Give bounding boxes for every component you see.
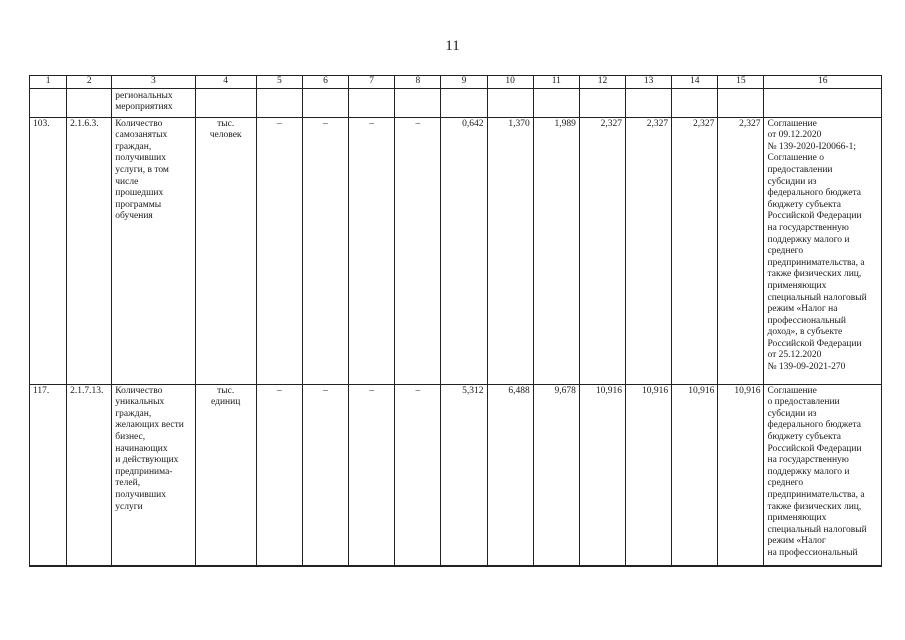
row-code: 2.1.7.13. (67, 384, 112, 566)
column-header: 5 (256, 76, 302, 89)
indicator-cell: Количество самозанятых граждан, получивших услуги, в том числе прошедших программы обучения (112, 117, 195, 384)
value-cell: – (302, 117, 348, 384)
value-cell: – (395, 117, 441, 384)
row-code: 2.1.6.3. (67, 117, 112, 384)
cell (195, 88, 256, 117)
column-header: 4 (195, 76, 256, 89)
value-cell: 9,678 (533, 384, 579, 566)
cell (533, 88, 579, 117)
value-cell: 5,312 (441, 384, 487, 566)
row-number: 103. (30, 117, 67, 384)
table-row (30, 117, 882, 384)
column-header: 2 (67, 76, 112, 89)
value-cell: 10,916 (579, 384, 625, 566)
cell (395, 88, 441, 117)
cell (626, 88, 672, 117)
cell (579, 88, 625, 117)
table-row (30, 384, 882, 566)
column-header: 9 (441, 76, 487, 89)
value-cell: – (395, 384, 441, 566)
column-header: 8 (395, 76, 441, 89)
unit-cell: тыс. единиц (195, 384, 256, 566)
value-cell: – (256, 384, 302, 566)
column-header: 14 (672, 76, 718, 89)
cell (718, 88, 764, 117)
column-header: 7 (349, 76, 395, 89)
value-cell: 6,488 (487, 384, 533, 566)
column-header: 15 (718, 76, 764, 89)
cell (441, 88, 487, 117)
value-cell: 1,989 (533, 117, 579, 384)
column-header: 16 (764, 76, 882, 89)
value-cell: 1,370 (487, 117, 533, 384)
continuation-row (30, 88, 882, 117)
value-cell: – (302, 384, 348, 566)
column-header: 1 (30, 76, 67, 89)
cell (30, 88, 67, 117)
cell (487, 88, 533, 117)
page-number: 11 (445, 38, 460, 54)
column-number-row (30, 76, 882, 89)
indicators-table (29, 75, 882, 567)
column-header: 3 (112, 76, 195, 89)
value-cell: 2,327 (718, 117, 764, 384)
value-cell: 0,642 (441, 117, 487, 384)
value-cell: 2,327 (626, 117, 672, 384)
value-cell: – (256, 117, 302, 384)
column-header: 11 (533, 76, 579, 89)
column-header: 10 (487, 76, 533, 89)
indicator-cell: Количество уникальных граждан, желающих вести бизнес, начинающих и действующих предпринима- телей, получивших услуги (112, 384, 195, 566)
indicator-cell: региональных мероприятиях (112, 88, 195, 117)
note-cell: Соглашение от 09.12.2020 № 139-2020-I20066-1; Соглашение о предоставлении субсидии из федерального бюджета бюджету субъекта Российской Федерации на государственную поддержку малого и среднего предпринимательства, а также физических лиц, применяющих специальный налоговый режим «Налог на профессиональный доход», в субъекте Российской Федерации от 25.12.2020 № 139-09-2021-270 (764, 117, 882, 384)
cell (672, 88, 718, 117)
value-cell: 10,916 (718, 384, 764, 566)
value-cell: 10,916 (626, 384, 672, 566)
cell (256, 88, 302, 117)
value-cell: 2,327 (579, 117, 625, 384)
column-header: 12 (579, 76, 625, 89)
column-header: 6 (302, 76, 348, 89)
note-cell: Соглашение о предоставлении субсидии из федерального бюджета бюджету субъекта Российской Федерации на государственную поддержку малого и среднего предпринимательства, а также физических лиц, применяющих специальный налоговый режим «Налог на профессиональный (764, 384, 882, 566)
row-number: 117. (30, 384, 67, 566)
cell (67, 88, 112, 117)
value-cell: – (349, 117, 395, 384)
cell (302, 88, 348, 117)
cell (764, 88, 882, 117)
value-cell: – (349, 384, 395, 566)
cell (349, 88, 395, 117)
value-cell: 2,327 (672, 117, 718, 384)
value-cell: 10,916 (672, 384, 718, 566)
unit-cell: тыс. человек (195, 117, 256, 384)
column-header: 13 (626, 76, 672, 89)
